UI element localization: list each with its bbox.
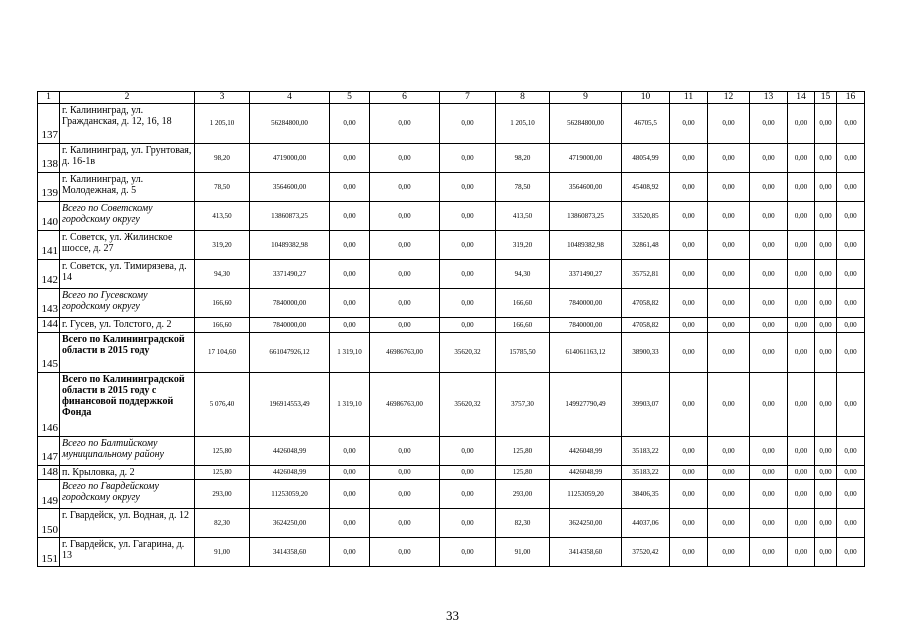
table-cell: 0,00 — [788, 372, 815, 436]
table-cell: 0,00 — [750, 465, 788, 480]
table-cell: 0,00 — [330, 260, 370, 289]
table-cell: 0,00 — [788, 332, 815, 372]
table-cell: 3624250,00 — [250, 509, 330, 538]
table-cell: 32861,48 — [622, 231, 670, 260]
table-cell: 91,00 — [496, 538, 550, 567]
table-cell: 0,00 — [370, 104, 440, 144]
table-cell: 0,00 — [815, 231, 837, 260]
row-number: 151 — [38, 538, 60, 567]
table-cell: 10489382,98 — [550, 231, 622, 260]
table-cell: 0,00 — [815, 509, 837, 538]
table-cell: 0,00 — [815, 436, 837, 465]
table-cell: 0,00 — [670, 538, 708, 567]
table-cell: 1 319,10 — [330, 372, 370, 436]
table-cell: 0,00 — [750, 318, 788, 333]
row-name: Всего по Советскому городскому округу — [60, 202, 195, 231]
row-name: Всего по Балтийскому муниципальному району — [60, 436, 195, 465]
table-cell: 38900,33 — [622, 332, 670, 372]
table-cell: 0,00 — [330, 144, 370, 173]
column-header: 16 — [837, 92, 865, 104]
table-cell: 91,00 — [195, 538, 250, 567]
table-cell: 0,00 — [788, 260, 815, 289]
row-name: Всего по Калининградской области в 2015 году с финансовой поддержкой Фонда — [60, 372, 195, 436]
table-cell: 0,00 — [708, 144, 750, 173]
table-cell: 0,00 — [750, 104, 788, 144]
table-cell: 0,00 — [708, 289, 750, 318]
table-cell: 0,00 — [815, 332, 837, 372]
table-cell: 0,00 — [837, 231, 865, 260]
table-cell: 0,00 — [837, 260, 865, 289]
table-cell: 4426048,99 — [550, 436, 622, 465]
table-cell: 13860873,25 — [250, 202, 330, 231]
table-cell: 0,00 — [837, 202, 865, 231]
table-cell: 0,00 — [837, 465, 865, 480]
row-number: 146 — [38, 372, 60, 436]
row-name: п. Крыловка, д. 2 — [60, 465, 195, 480]
table-cell: 0,00 — [670, 372, 708, 436]
table-row — [38, 104, 865, 144]
table-cell: 0,00 — [788, 509, 815, 538]
table-cell: 4426048,99 — [250, 436, 330, 465]
table-cell: 0,00 — [708, 436, 750, 465]
column-header: 1 — [38, 92, 60, 104]
table-cell: 0,00 — [815, 318, 837, 333]
table-cell: 0,00 — [330, 104, 370, 144]
row-number: 142 — [38, 260, 60, 289]
table-cell: 0,00 — [750, 436, 788, 465]
table-cell: 0,00 — [370, 202, 440, 231]
row-number: 140 — [38, 202, 60, 231]
table-cell: 0,00 — [750, 231, 788, 260]
table-cell: 0,00 — [837, 289, 865, 318]
table-cell: 0,00 — [788, 231, 815, 260]
row-name: г. Советск, ул. Жилинское шоссе, д. 27 — [60, 231, 195, 260]
table-cell: 0,00 — [330, 480, 370, 509]
table-cell: 46705,5 — [622, 104, 670, 144]
table-cell: 1 319,10 — [330, 332, 370, 372]
row-name: г. Калининград, ул. Гражданская, д. 12, 16, 18 — [60, 104, 195, 144]
table-cell: 0,00 — [815, 372, 837, 436]
table-cell: 0,00 — [670, 202, 708, 231]
table-cell: 0,00 — [370, 436, 440, 465]
column-header: 2 — [60, 92, 195, 104]
table-cell: 0,00 — [708, 465, 750, 480]
table-cell: 0,00 — [815, 260, 837, 289]
table-cell: 82,30 — [496, 509, 550, 538]
table-cell: 0,00 — [708, 104, 750, 144]
table-cell: 0,00 — [750, 538, 788, 567]
column-header: 12 — [708, 92, 750, 104]
table-cell: 0,00 — [440, 104, 496, 144]
table-cell: 0,00 — [788, 104, 815, 144]
table-cell: 37520,42 — [622, 538, 670, 567]
table-cell: 0,00 — [788, 480, 815, 509]
table-cell: 39903,07 — [622, 372, 670, 436]
column-header: 13 — [750, 92, 788, 104]
header-row — [38, 92, 865, 104]
table-cell: 0,00 — [440, 289, 496, 318]
table-cell: 0,00 — [370, 173, 440, 202]
table-cell: 0,00 — [370, 260, 440, 289]
table-cell: 0,00 — [815, 289, 837, 318]
table-cell: 319,20 — [195, 231, 250, 260]
table-cell: 46986763,00 — [370, 332, 440, 372]
table-cell: 0,00 — [788, 318, 815, 333]
table-cell: 3564600,00 — [550, 173, 622, 202]
row-number: 138 — [38, 144, 60, 173]
column-header: 6 — [370, 92, 440, 104]
table-cell: 0,00 — [708, 538, 750, 567]
table-cell: 0,00 — [837, 480, 865, 509]
table-cell: 413,50 — [496, 202, 550, 231]
table-cell: 0,00 — [708, 173, 750, 202]
table-cell: 35620,32 — [440, 332, 496, 372]
table-cell: 0,00 — [708, 318, 750, 333]
table-cell: 0,00 — [370, 480, 440, 509]
table-cell: 0,00 — [670, 436, 708, 465]
table-cell: 0,00 — [670, 289, 708, 318]
table-cell: 166,60 — [496, 318, 550, 333]
row-name: г. Калининград, ул. Молодежная, д. 5 — [60, 173, 195, 202]
column-header: 7 — [440, 92, 496, 104]
table-cell: 0,00 — [815, 144, 837, 173]
table-cell: 0,00 — [708, 231, 750, 260]
table-cell: 0,00 — [750, 480, 788, 509]
table-cell: 0,00 — [370, 538, 440, 567]
table-cell: 125,80 — [195, 465, 250, 480]
table-row — [38, 436, 865, 465]
table-cell: 0,00 — [815, 538, 837, 567]
table-cell: 11253059,20 — [550, 480, 622, 509]
row-number: 143 — [38, 289, 60, 318]
row-name: г. Гусев, ул. Толстого, д. 2 — [60, 318, 195, 333]
table-cell: 0,00 — [837, 372, 865, 436]
table-cell: 0,00 — [708, 332, 750, 372]
table-cell: 0,00 — [708, 372, 750, 436]
table-cell: 78,50 — [195, 173, 250, 202]
table-row — [38, 318, 865, 333]
table-cell: 0,00 — [788, 465, 815, 480]
column-header: 9 — [550, 92, 622, 104]
table-cell: 48054,99 — [622, 144, 670, 173]
table-cell: 46986763,00 — [370, 372, 440, 436]
table-cell: 0,00 — [370, 289, 440, 318]
table-cell: 0,00 — [370, 231, 440, 260]
table-cell: 56284800,00 — [250, 104, 330, 144]
table-cell: 0,00 — [815, 480, 837, 509]
table-cell: 293,00 — [195, 480, 250, 509]
table-row — [38, 465, 865, 480]
table-cell: 0,00 — [750, 332, 788, 372]
table-cell: 0,00 — [370, 509, 440, 538]
column-header: 3 — [195, 92, 250, 104]
table-cell: 196914553,49 — [250, 372, 330, 436]
table-cell: 3624250,00 — [550, 509, 622, 538]
table-cell: 293,00 — [496, 480, 550, 509]
table-cell: 33520,85 — [622, 202, 670, 231]
table-row — [38, 332, 865, 372]
table-row — [38, 509, 865, 538]
table-cell: 0,00 — [330, 538, 370, 567]
table-cell: 125,80 — [195, 436, 250, 465]
table-cell: 45408,92 — [622, 173, 670, 202]
table-cell: 0,00 — [440, 260, 496, 289]
table-cell: 149927790,49 — [550, 372, 622, 436]
table-cell: 4719000,00 — [550, 144, 622, 173]
table-cell: 4426048,99 — [550, 465, 622, 480]
table-cell: 0,00 — [815, 202, 837, 231]
table-cell: 0,00 — [370, 465, 440, 480]
table-cell: 0,00 — [670, 231, 708, 260]
table-cell: 0,00 — [750, 289, 788, 318]
table-cell: 94,30 — [496, 260, 550, 289]
table-cell: 13860873,25 — [550, 202, 622, 231]
table-cell: 38406,35 — [622, 480, 670, 509]
row-number: 150 — [38, 509, 60, 538]
table-cell: 0,00 — [788, 538, 815, 567]
table-cell: 0,00 — [837, 332, 865, 372]
column-header: 14 — [788, 92, 815, 104]
table-cell: 0,00 — [837, 509, 865, 538]
table-cell: 413,50 — [195, 202, 250, 231]
table-cell: 0,00 — [670, 104, 708, 144]
table-cell: 0,00 — [370, 144, 440, 173]
table-cell: 78,50 — [496, 173, 550, 202]
table-row — [38, 372, 865, 436]
table-cell: 3757,30 — [496, 372, 550, 436]
table-cell: 0,00 — [330, 289, 370, 318]
row-name: г. Гвардейск, ул. Водная, д. 12 — [60, 509, 195, 538]
table-cell: 0,00 — [670, 509, 708, 538]
table-cell: 0,00 — [330, 436, 370, 465]
table-cell: 0,00 — [750, 509, 788, 538]
table-cell: 0,00 — [440, 173, 496, 202]
table-cell: 0,00 — [670, 260, 708, 289]
table-cell: 0,00 — [330, 465, 370, 480]
table-body — [38, 92, 865, 567]
table-cell: 166,60 — [195, 318, 250, 333]
table-cell: 82,30 — [195, 509, 250, 538]
row-number: 141 — [38, 231, 60, 260]
table-cell: 35183,22 — [622, 465, 670, 480]
row-name: Всего по Гвардейскому городскому округу — [60, 480, 195, 509]
column-header: 11 — [670, 92, 708, 104]
table-row — [38, 202, 865, 231]
table-cell: 0,00 — [440, 231, 496, 260]
table-cell: 614061163,12 — [550, 332, 622, 372]
row-number: 137 — [38, 104, 60, 144]
table-cell: 98,20 — [496, 144, 550, 173]
table-cell: 0,00 — [788, 144, 815, 173]
row-name: г. Советск, ул. Тимирязева, д. 14 — [60, 260, 195, 289]
column-header: 10 — [622, 92, 670, 104]
table-cell: 0,00 — [670, 332, 708, 372]
table-cell: 0,00 — [670, 173, 708, 202]
column-header: 15 — [815, 92, 837, 104]
table-row — [38, 231, 865, 260]
table-cell: 661047926,12 — [250, 332, 330, 372]
table-cell: 7840000,00 — [250, 318, 330, 333]
table-cell: 0,00 — [440, 144, 496, 173]
table-cell: 166,60 — [195, 289, 250, 318]
table-row — [38, 538, 865, 567]
table-cell: 15785,50 — [496, 332, 550, 372]
row-number: 149 — [38, 480, 60, 509]
table-cell: 0,00 — [708, 260, 750, 289]
table-cell: 0,00 — [837, 104, 865, 144]
table-cell: 125,80 — [496, 465, 550, 480]
row-number: 148 — [38, 465, 60, 480]
table-cell: 0,00 — [370, 318, 440, 333]
row-number: 139 — [38, 173, 60, 202]
table-cell: 56284800,00 — [550, 104, 622, 144]
table-cell: 98,20 — [195, 144, 250, 173]
table-cell: 0,00 — [750, 144, 788, 173]
table-cell: 0,00 — [708, 509, 750, 538]
table-cell: 0,00 — [440, 202, 496, 231]
table-cell: 7840000,00 — [550, 289, 622, 318]
table-cell: 0,00 — [788, 289, 815, 318]
table-cell: 0,00 — [788, 436, 815, 465]
table-cell: 3371490,27 — [550, 260, 622, 289]
table-cell: 0,00 — [330, 202, 370, 231]
table-cell: 0,00 — [330, 509, 370, 538]
table-cell: 7840000,00 — [550, 318, 622, 333]
table-cell: 319,20 — [496, 231, 550, 260]
table-cell: 7840000,00 — [250, 289, 330, 318]
table-cell: 0,00 — [708, 480, 750, 509]
table-cell: 35620,32 — [440, 372, 496, 436]
column-header: 5 — [330, 92, 370, 104]
page-number: 33 — [446, 608, 459, 623]
table-cell: 3414358,60 — [250, 538, 330, 567]
column-header: 4 — [250, 92, 330, 104]
table-cell: 0,00 — [837, 318, 865, 333]
table-cell: 5 076,40 — [195, 372, 250, 436]
table-row — [38, 260, 865, 289]
table-cell: 35752,81 — [622, 260, 670, 289]
table-cell: 0,00 — [708, 202, 750, 231]
row-name: г. Гвардейск, ул. Гагарина, д. 13 — [60, 538, 195, 567]
table-cell: 0,00 — [440, 436, 496, 465]
table-row — [38, 144, 865, 173]
table-cell: 47058,82 — [622, 318, 670, 333]
table-cell: 3564600,00 — [250, 173, 330, 202]
table-cell: 3414358,60 — [550, 538, 622, 567]
table-cell: 0,00 — [837, 538, 865, 567]
table-cell: 0,00 — [837, 173, 865, 202]
table-cell: 4719000,00 — [250, 144, 330, 173]
table-cell: 0,00 — [330, 173, 370, 202]
table-cell: 1 205,10 — [496, 104, 550, 144]
table-row — [38, 480, 865, 509]
table-cell: 0,00 — [815, 173, 837, 202]
table-cell: 0,00 — [440, 480, 496, 509]
data-table — [37, 91, 865, 567]
table-cell: 0,00 — [670, 144, 708, 173]
table-cell: 94,30 — [195, 260, 250, 289]
table-cell: 0,00 — [750, 372, 788, 436]
table-row — [38, 289, 865, 318]
table-cell: 0,00 — [837, 144, 865, 173]
table-cell: 0,00 — [440, 465, 496, 480]
table-cell: 0,00 — [330, 231, 370, 260]
table-cell: 0,00 — [815, 104, 837, 144]
table-cell: 166,60 — [496, 289, 550, 318]
row-name: Всего по Гусевскому городскому округу — [60, 289, 195, 318]
column-header: 8 — [496, 92, 550, 104]
table-cell: 0,00 — [440, 318, 496, 333]
table-cell: 35183,22 — [622, 436, 670, 465]
table-cell: 0,00 — [788, 202, 815, 231]
table-cell: 0,00 — [837, 436, 865, 465]
row-number: 147 — [38, 436, 60, 465]
table-cell: 0,00 — [670, 480, 708, 509]
table-cell: 0,00 — [788, 173, 815, 202]
table-cell: 11253059,20 — [250, 480, 330, 509]
table-cell: 0,00 — [750, 260, 788, 289]
table-cell: 1 205,10 — [195, 104, 250, 144]
table-cell: 17 104,60 — [195, 332, 250, 372]
table-cell: 3371490,27 — [250, 260, 330, 289]
table-row — [38, 173, 865, 202]
table-cell: 47058,82 — [622, 289, 670, 318]
row-number: 145 — [38, 332, 60, 372]
table-cell: 44037,06 — [622, 509, 670, 538]
table-cell: 0,00 — [440, 509, 496, 538]
table-cell: 0,00 — [670, 465, 708, 480]
table-cell: 0,00 — [750, 173, 788, 202]
row-number: 144 — [38, 318, 60, 333]
table-cell: 0,00 — [750, 202, 788, 231]
table-cell: 125,80 — [496, 436, 550, 465]
table-cell: 0,00 — [440, 538, 496, 567]
row-name: Всего по Калининградской области в 2015 году — [60, 332, 195, 372]
table-cell: 4426048,99 — [250, 465, 330, 480]
table-cell: 10489382,98 — [250, 231, 330, 260]
table-cell: 0,00 — [330, 318, 370, 333]
table-cell: 0,00 — [815, 465, 837, 480]
row-name: г. Калининград, ул. Грунтовая, д. 16-1в — [60, 144, 195, 173]
table-cell: 0,00 — [670, 318, 708, 333]
